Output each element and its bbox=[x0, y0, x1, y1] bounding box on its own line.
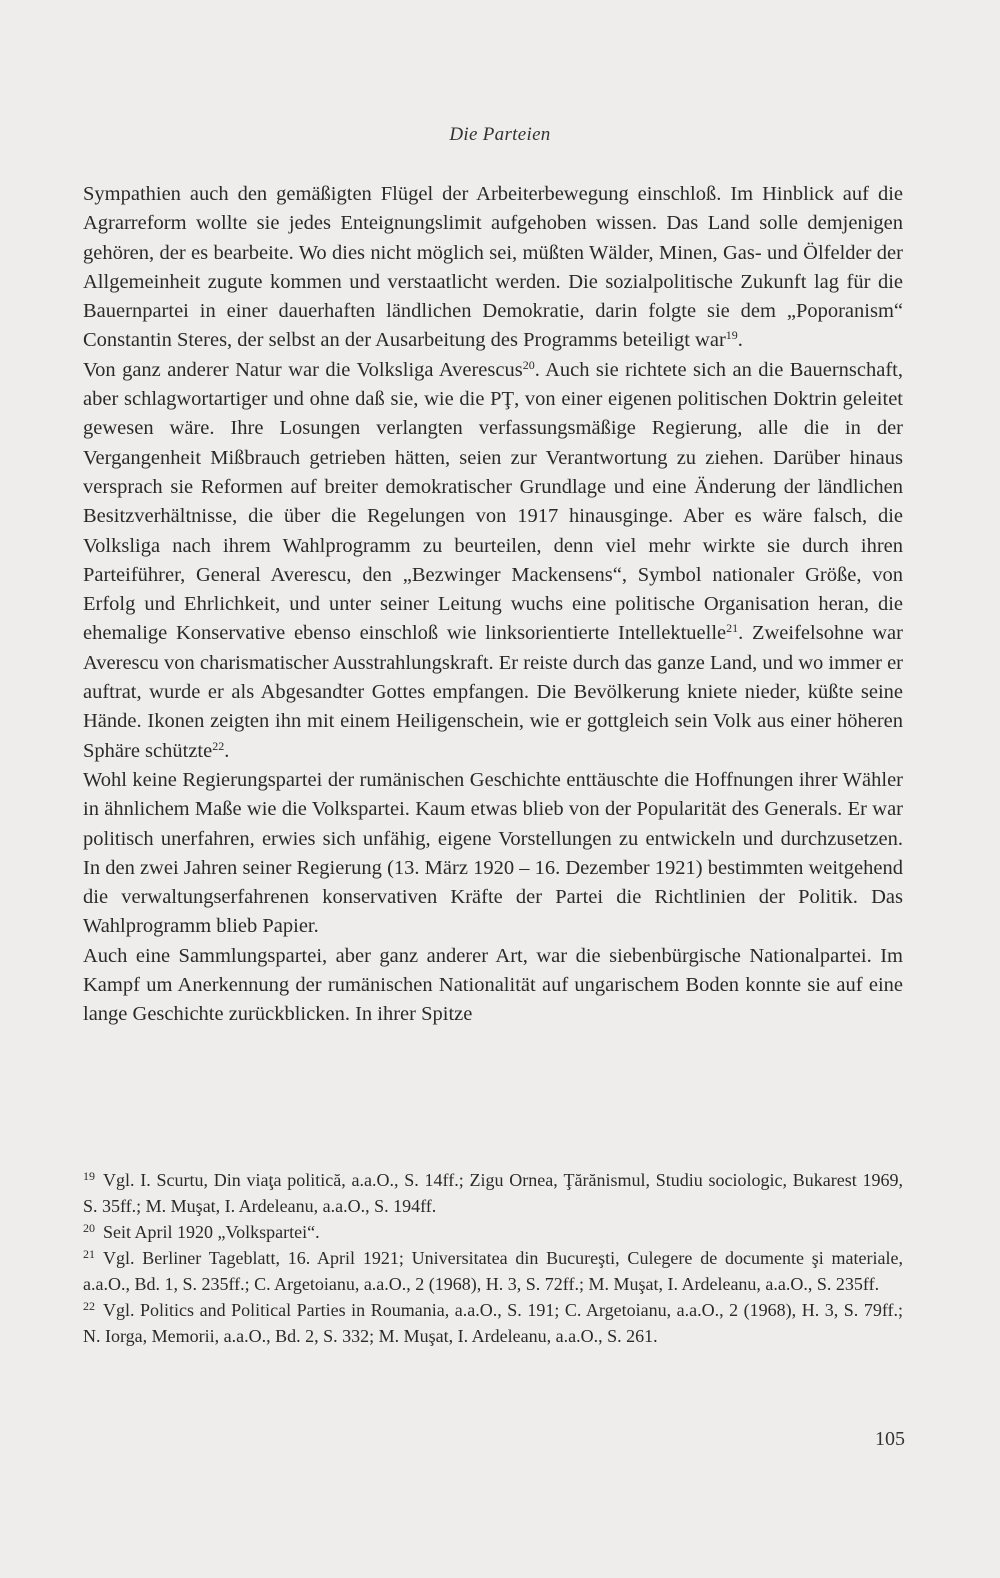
text-run: . bbox=[737, 329, 743, 352]
footnote-number: 19 bbox=[83, 1169, 95, 1183]
paragraph bbox=[83, 766, 903, 942]
footnote-ref: 21 bbox=[726, 621, 739, 636]
text-run: Wohl keine Regierungspartei der rumänischen Geschichte enttäuschte die Hoffnungen ihrer Wähler in ähnlichem Maße wie die Volkspartei. Kaum etwas blieb von der Popularität des Generals. Er war politisch unerfahren, erwies sich unfähig, eigene Vorstellungen zu entwickeln und durchzusetzen. In den zwei Jahren seiner Regierung (13. März 1920 – 16. Dezember 1921) bestimmten weitgehend die verwaltungserfahrenen konservativen Kräfte der Partei die Richtlinien der Politik. Das Wahlprogramm blieb Papier. bbox=[83, 768, 903, 938]
footnote-number: 22 bbox=[83, 1299, 95, 1313]
text-run: . Zweifelsohne war Averescu von charismatischer Ausstrahlungskraft. Er reiste durch das ganze Land, und wo immer er auftrat, wurde er als Abgesandter Gottes empfangen. Die Bevölkerung kniete nieder, küßte seine Hände. Ikonen zeigten ihn mit einem Heiligenschein, wie er gottgleich sein Volk aus einer höheren Sphäre schützte bbox=[83, 622, 903, 762]
footnote bbox=[83, 1245, 903, 1297]
body-text bbox=[83, 180, 903, 1030]
paragraph bbox=[83, 356, 903, 766]
text-run: Sympathien auch den gemäßigten Flügel der Arbeiterbewegung einschloß. Im Hinblick auf die Agrarreform wollte sie jedes Enteignungslimit aufgehoben wissen. Das Land solle demjenigen gehören, der es bearbeite. Wo dies nicht möglich sei, müßten Wälder, Minen, Gas- und Ölfelder der Allgemeinheit zugute kommen und verstaatlicht werden. Die sozialpolitische Zukunft lag für die Bauernpartei in einer dauerhaften ländlichen Demokratie, darin folgte sie dem „Poporanism“ Constantin Steres, der selbst an der Ausarbeitung des Programms beteiligt war bbox=[83, 183, 903, 352]
footnote-text: Vgl. I. Scurtu, Din viaţa politică, a.a.O., S. 14ff.; Zigu Ornea, Ţărănismul, Studiu sociologic, Bukarest 1969, S. 35ff.; M. Muşat, I. Ardeleanu, a.a.O., S. 194ff. bbox=[83, 1170, 903, 1216]
text-run: Auch eine Sammlungspartei, aber ganz anderer Art, war die siebenbürgische Nationalpartei. Im Kampf um Anerkennung der rumänischen Nationalität auf ungarischem Boden konnte sie auf eine lange Geschichte zurückblicken. In ihrer Spitze bbox=[83, 944, 903, 1026]
footnote-number: 21 bbox=[83, 1247, 95, 1261]
footnote bbox=[83, 1219, 903, 1245]
footnote bbox=[83, 1297, 903, 1349]
footnote-ref: 19 bbox=[725, 328, 738, 343]
text-run: Von ganz anderer Natur war die Volksliga Averescus bbox=[83, 358, 523, 381]
footnote-ref: 22 bbox=[212, 738, 225, 753]
footnote-number: 20 bbox=[83, 1221, 95, 1235]
text-run: . Auch sie richtete sich an die Bauernschaft, aber schlagwortartiger und ohne daß sie, wie die PŢ, von einer eigenen politischen Doktrin geleitet gewesen wäre. Ihre Losungen verlangten verfassungsmäßige Regierung, alle die in der Vergangenheit Mißbrauch getrieben hätten, seien zur Verantwortung zu ziehen. Darüber hinaus versprach sie Reformen auf breiter demokratischer Grundlage und eine Änderung der ländlichen Besitzverhältnisse, die über die Regelungen von 1917 hinausginge. Aber es wäre falsch, die Volksliga nach ihrem Wahlprogramm zu beurteilen, denn viel mehr wirkte sie durch ihren Parteiführer, General Averescu, den „Bezwinger Mackensens“, Symbol nationaler Größe, von Erfolg und Ehrlichkeit, und unter seiner Leitung wuchs eine politische Organisation heran, die ehemalige Konservative ebenso einschloß wie linksorientierte Intellektuelle bbox=[83, 358, 903, 645]
paragraph bbox=[83, 942, 903, 1030]
running-title: Die Parteien bbox=[449, 124, 551, 145]
paragraph bbox=[83, 180, 903, 356]
footnote-text: Vgl. Berliner Tageblatt, 16. April 1921; Universitatea din Bucureşti, Culegere de documente şi materiale, a.a.O., Bd. 1, S. 235ff.; C. Argetoianu, a.a.O., 2 (1968), H. 3, S. 72ff.; M. Muşat, I. Ardeleanu, a.a.O., S. 235ff. bbox=[83, 1248, 903, 1294]
footnote-ref: 20 bbox=[522, 357, 535, 372]
footnote-text: Vgl. Politics and Political Parties in Roumania, a.a.O., S. 191; C. Argetoianu, a.a.O., 2 (1968), H. 3, S. 79ff.; N. Iorga, Memorii, a.a.O., Bd. 2, S. 332; M. Muşat, I. Ardeleanu, a.a.O., S. 261. bbox=[83, 1300, 903, 1346]
footnote-text: Seit April 1920 „Volkspartei“. bbox=[103, 1222, 320, 1242]
footnotes bbox=[83, 1167, 903, 1349]
text-run: . bbox=[224, 739, 230, 762]
page-number: 105 bbox=[875, 1428, 905, 1450]
footnote bbox=[83, 1167, 903, 1219]
